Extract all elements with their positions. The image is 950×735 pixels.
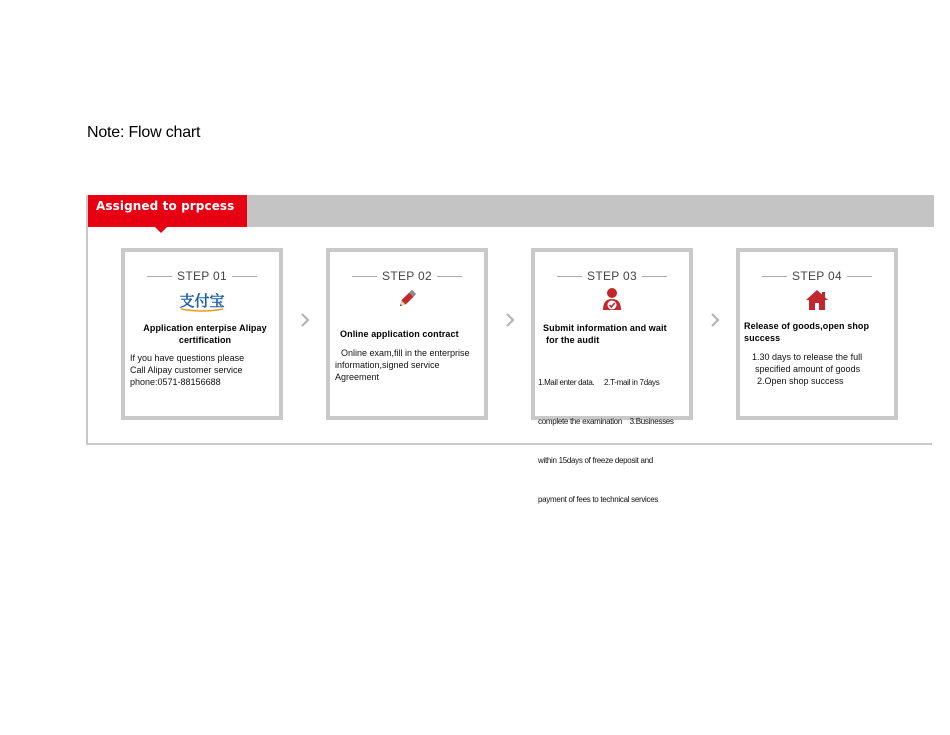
step-desc-line: specified amount of goods bbox=[755, 364, 861, 374]
chevron-right-icon bbox=[710, 313, 720, 327]
divider bbox=[352, 276, 377, 277]
chevron-right-icon bbox=[505, 313, 515, 327]
divider bbox=[147, 276, 172, 277]
step-header bbox=[740, 269, 894, 283]
tab-pointer-icon bbox=[155, 227, 167, 233]
page-title: Note: Flow chart bbox=[87, 124, 201, 141]
step-desc-line: 1.Mail enter data. 2.T-mail in 7days bbox=[538, 378, 660, 387]
step-header bbox=[535, 269, 689, 283]
step-card-4 bbox=[736, 248, 898, 420]
step-label: STEP 04 bbox=[792, 269, 842, 283]
step-card-3 bbox=[531, 248, 693, 504]
user-check-icon bbox=[602, 287, 622, 316]
step-label: STEP 02 bbox=[382, 269, 432, 283]
divider bbox=[642, 276, 667, 277]
step-description bbox=[335, 347, 470, 383]
step-description bbox=[130, 352, 244, 388]
step-title-line: Application enterpise Alipay bbox=[143, 323, 267, 333]
alipay-logo-text: 支付宝 bbox=[179, 292, 225, 310]
step-label: STEP 01 bbox=[177, 269, 227, 283]
divider bbox=[847, 276, 872, 277]
step-title-line: certification bbox=[178, 335, 232, 345]
step-title-line: success bbox=[744, 333, 781, 343]
step-desc-line: Call Alipay customer service bbox=[130, 365, 243, 375]
step-desc-line: complete the examination 3.Businesses bbox=[538, 417, 674, 426]
step-header bbox=[125, 269, 279, 283]
step-title bbox=[543, 322, 667, 346]
step-title-line: Release of goods,open shop bbox=[744, 321, 870, 331]
step-header bbox=[330, 269, 484, 283]
step-desc-line: information,signed service bbox=[335, 360, 440, 370]
step-desc-line: 1.30 days to release the full bbox=[752, 352, 863, 362]
step-desc-line: 2.Open shop success bbox=[757, 376, 844, 386]
step-title-line: for the audit bbox=[546, 335, 600, 345]
step-title-line: Online application contract bbox=[340, 329, 459, 339]
step-label: STEP 03 bbox=[587, 269, 637, 283]
divider bbox=[232, 276, 257, 277]
step-description bbox=[538, 350, 674, 532]
step-title bbox=[744, 320, 869, 344]
step-desc-line: phone:0571-88156688 bbox=[130, 377, 221, 387]
step-title-line: Submit information and wait bbox=[543, 323, 667, 333]
step-desc-line: Online exam,fill in the enterprise bbox=[341, 348, 470, 358]
chevron-right-icon bbox=[300, 313, 310, 327]
step-desc-line: within 15days of freeze deposit and bbox=[538, 456, 653, 465]
pencil-icon bbox=[395, 287, 419, 316]
step-card-1 bbox=[121, 248, 283, 420]
process-tab: Assigned to prpcess bbox=[88, 195, 247, 227]
step-desc-line: Agreement bbox=[335, 372, 380, 382]
alipay-logo-icon bbox=[175, 290, 229, 317]
divider bbox=[557, 276, 582, 277]
step-desc-line: If you have questions please bbox=[130, 353, 245, 363]
divider bbox=[437, 276, 462, 277]
step-description bbox=[752, 351, 862, 387]
divider bbox=[762, 276, 787, 277]
house-icon bbox=[805, 289, 829, 316]
step-card-2 bbox=[326, 248, 488, 420]
process-panel bbox=[86, 195, 932, 504]
step-title bbox=[138, 322, 272, 346]
step-desc-line: payment of fees to technical services bbox=[538, 495, 659, 504]
step-title bbox=[340, 328, 459, 340]
